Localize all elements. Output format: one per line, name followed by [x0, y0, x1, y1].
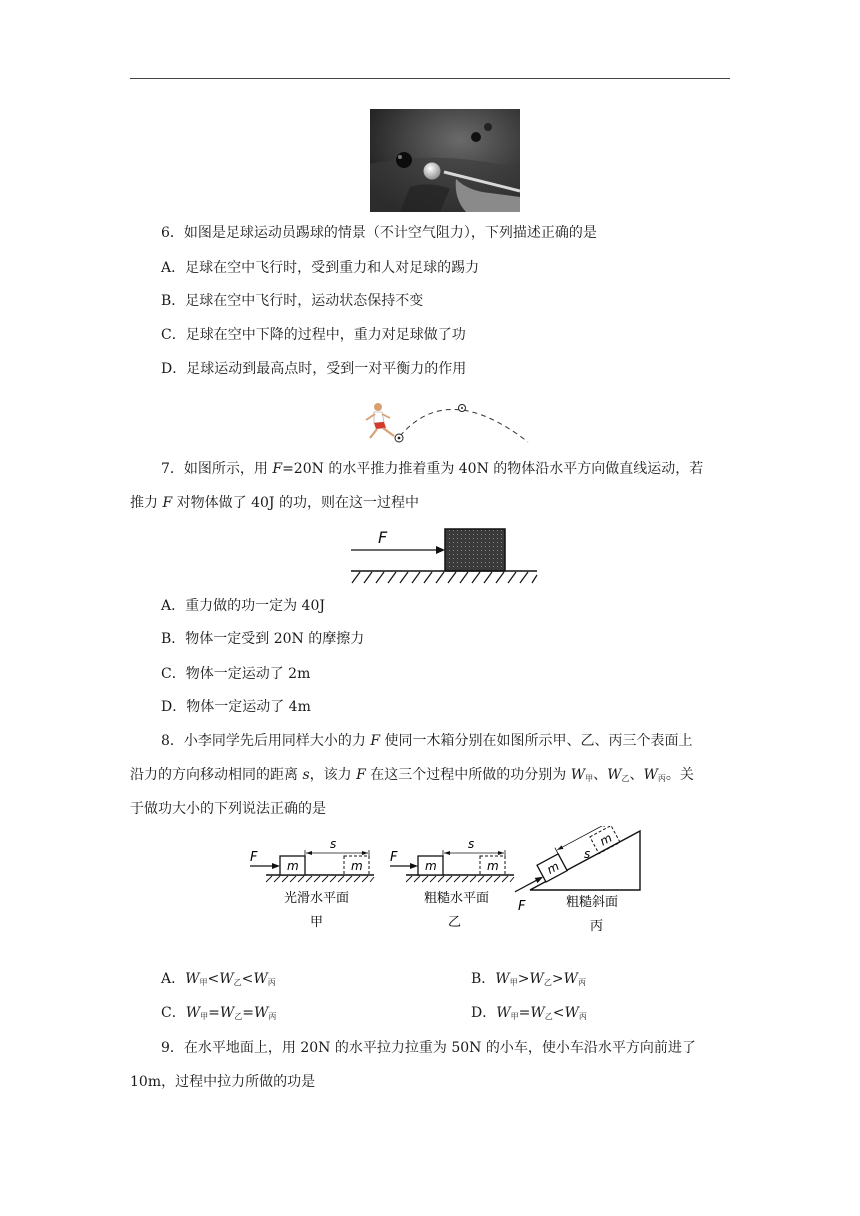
svg-text:s: s [330, 837, 337, 851]
svg-text:s: s [584, 847, 591, 861]
q8-stem-line2: 沿力的方向移动相同的距离 s，该力 F 在这三个过程中所做的功分别为 $W_甲$、$W_乙$、$W_丙$。关 [130, 767, 694, 783]
svg-text:m: m [597, 830, 615, 849]
q7-stem-line2: 推力 F 对物体做了 40J 的功，则在这一过程中 [130, 495, 419, 511]
svg-text:m: m [487, 859, 499, 873]
q8-option-b: B．$W_甲>W_乙>W_丙$ [471, 971, 586, 987]
svg-text:粗糙斜面: 粗糙斜面 [566, 895, 619, 910]
surface-smooth-diagram [250, 837, 374, 930]
q7-option-c: C．物体一定运动了 2m [161, 666, 311, 682]
q8-stem-line3: 于做功大小的下列说法正确的是 [130, 801, 326, 817]
work-surfaces-figure [244, 826, 646, 954]
q7-stem-line1: 7．如图所示，用 F=20N 的水平推力推着重为 40N 的物体沿水平方向做直线运动，若 [161, 461, 704, 477]
svg-text:m: m [544, 859, 562, 877]
svg-text:粗糙水平面: 粗糙水平面 [424, 891, 490, 906]
header-rule [130, 78, 730, 79]
svg-text:甲: 甲 [310, 915, 324, 930]
svg-text:乙: 乙 [448, 915, 462, 930]
svg-text:m: m [287, 859, 299, 873]
q6-stem: 6．如图是足球运动员踢球的情景（不计空气阻力），下列描述正确的是 [161, 225, 597, 241]
svg-text:F: F [518, 899, 526, 914]
push-force-label: F [378, 528, 388, 547]
q6-option-d: D．足球运动到最高点时，受到一对平衡力的作用 [161, 361, 467, 377]
push-block-figure [348, 525, 540, 587]
q6-option-c: C．足球在空中下降的过程中，重力对足球做了功 [161, 327, 466, 343]
q6-option-b: B．足球在空中飞行时，运动状态保持不变 [161, 293, 424, 309]
svg-text:F: F [250, 850, 258, 865]
q7-option-a: A．重力做的功一定为 40J [161, 598, 325, 614]
q9-stem-line2: 10m，过程中拉力所做的功是 [130, 1074, 316, 1090]
q7-option-d: D．物体一定运动了 4m [161, 699, 311, 715]
incline-rough-diagram [506, 826, 640, 934]
svg-text:m: m [425, 859, 437, 873]
billiards-photo [370, 109, 520, 212]
svg-text:s: s [468, 837, 475, 851]
q8-option-c: C．$W_甲=W_乙=W_丙$ [161, 1005, 277, 1021]
surface-rough-diagram [390, 837, 514, 930]
q6-option-a: A．足球在空中飞行时，受到重力和人对足球的踢力 [161, 260, 480, 276]
q8-option-d: D．$W_甲=W_乙<W_丙$ [471, 1005, 587, 1021]
svg-text:m: m [351, 859, 363, 873]
soccer-kick-figure [356, 398, 532, 446]
q9-stem-line1: 9．在水平地面上，用 20N 的水平拉力拉重为 50N 的小车，使小车沿水平方向前进了 [161, 1040, 696, 1056]
svg-text:光滑水平面: 光滑水平面 [284, 891, 350, 906]
svg-text:F: F [390, 850, 398, 865]
q7-option-b: B．物体一定受到 20N 的摩擦力 [161, 631, 365, 647]
q8-stem-line1: 8．小李同学先后用同样大小的力 F 使同一木箱分别在如图所示甲、乙、丙三个表面上 [161, 733, 693, 749]
q8-option-a: A．$W_甲<W_乙<W_丙$ [161, 971, 276, 987]
svg-text:丙: 丙 [590, 919, 604, 934]
